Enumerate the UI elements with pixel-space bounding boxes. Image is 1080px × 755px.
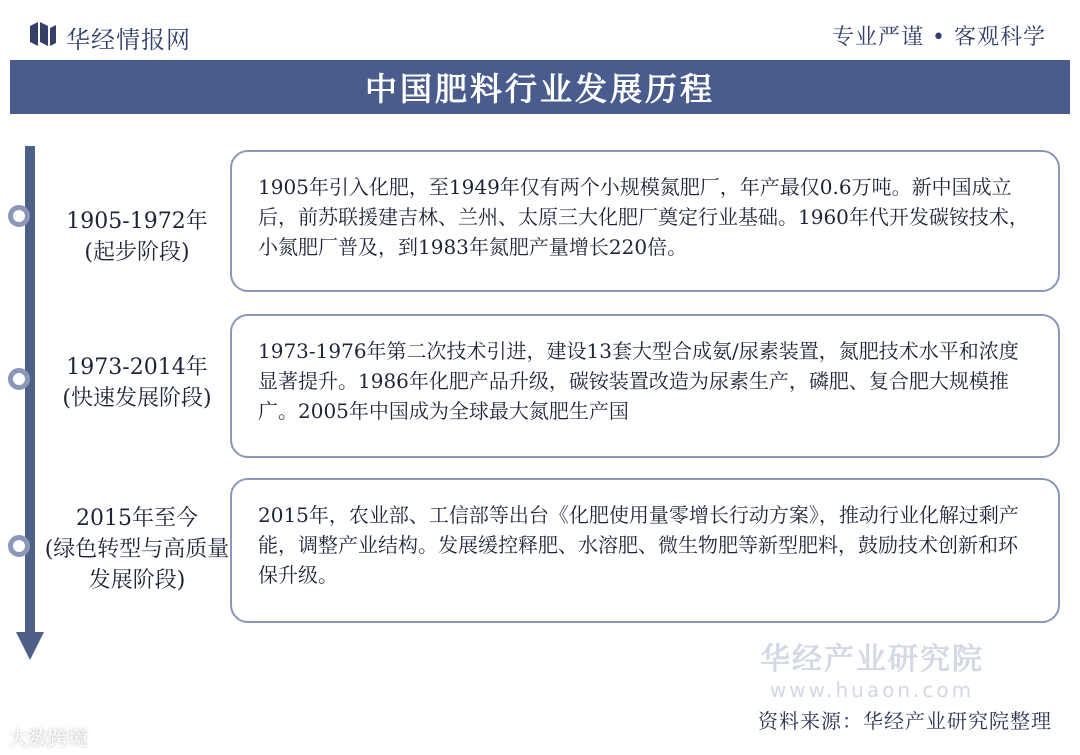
logo-icon xyxy=(30,22,56,46)
timeline-node-2 xyxy=(8,368,30,390)
corner-watermark: 大数跨境 xyxy=(8,726,88,750)
source-note: 资料来源：华经产业研究院整理 xyxy=(758,709,1052,733)
stage-text: 1973-1976年第二次技术引进，建设13套大型合成氨/尿素装置，氮肥技术水平和浓度显著提升。1986年化肥产品升级，碳铵装置改造为尿素生产，磷肥、复合肥大规模推广。2005年中国成为全球最大氮肥生产国 xyxy=(258,339,1019,423)
stage-box-1 xyxy=(230,150,1060,292)
arrow-down-icon xyxy=(16,632,44,660)
stage-text: 2015年，农业部、工信部等出台《化肥使用量零增长行动方案》，推动行业化解过剩产能，调整产业结构。发展缓控释肥、水溶肥、微生物肥等新型肥料，鼓励技术创新和环保升级。 xyxy=(258,503,1019,587)
page-title: 中国肥料行业发展历程 xyxy=(364,70,715,108)
timeline-node-1 xyxy=(8,205,30,227)
stage-phase: (起步阶段) xyxy=(84,240,190,265)
stage-phase: (快速发展阶段) xyxy=(62,386,212,411)
timeline-node-3 xyxy=(8,535,30,557)
title-band xyxy=(10,60,1070,114)
stage-label-2 xyxy=(42,352,232,414)
watermark-name: 华经产业研究院 xyxy=(760,642,984,677)
header-bar xyxy=(0,0,1080,60)
stage-label-1 xyxy=(42,206,232,268)
brand-name: 华经情报网 xyxy=(66,26,191,54)
stage-box-2 xyxy=(230,314,1060,458)
stage-box-3 xyxy=(230,478,1060,623)
watermark xyxy=(760,634,984,702)
stage-period: 1973-2014年 xyxy=(66,355,208,380)
slogan: 专业严谨 • 客观科学 xyxy=(832,25,1046,50)
stage-text: 1905年引入化肥，至1949年仅有两个小规模氮肥厂，年产最仅0.6万吨。新中国成立后，前苏联援建吉林、兰州、太原三大化肥厂奠定行业基础。1960年代开发碳铵技术，小氮肥厂普及，到1983年氮肥产量增长220倍。 xyxy=(258,175,1029,259)
stage-phase: (绿色转型与高质量发展阶段) xyxy=(44,537,230,593)
watermark-url: www.huaon.com xyxy=(769,678,975,702)
stage-period: 2015年至今 xyxy=(76,506,198,531)
stage-period: 1905-1972年 xyxy=(66,209,208,234)
stage-label-3 xyxy=(42,503,232,596)
